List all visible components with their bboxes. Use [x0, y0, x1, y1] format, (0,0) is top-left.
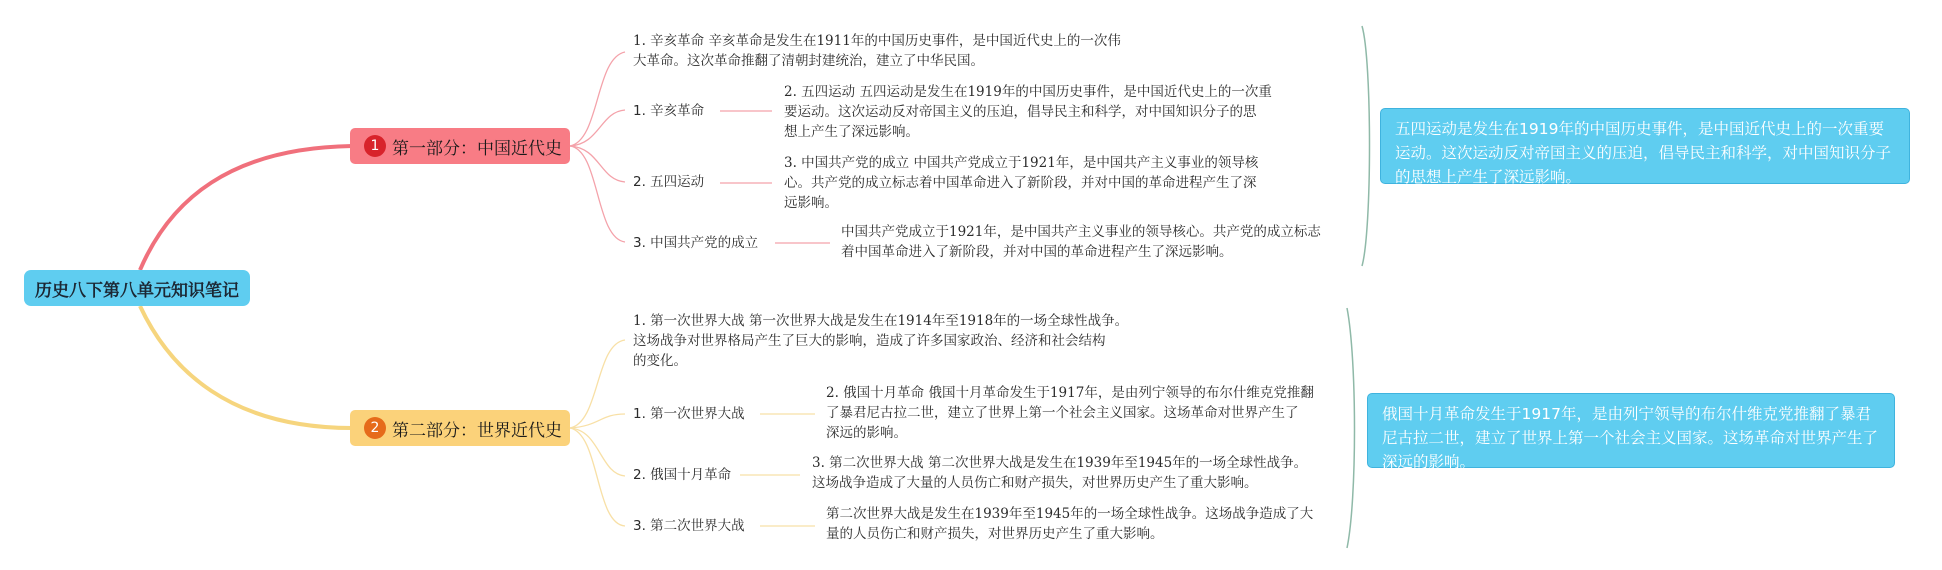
- section2-item3-detail[interactable]: 第二次世界大战是发生在1939年至1945年的一场全球性战争。这场战争造成了大 量的人员伤亡和财产损失，对世界历史产生了重大影响。: [826, 506, 1314, 542]
- section1-intro-node[interactable]: 1. 辛亥革命 辛亥革命是发生在1911年的中国历史事件，是中国近代史上的一次伟 大革命。这次革命推翻了清朝封建统治，建立了中华民国。: [633, 33, 1121, 69]
- section1-bracket: [1362, 26, 1370, 266]
- section2-item2-label[interactable]: 2. 俄国十月革命: [633, 467, 732, 483]
- section1-item3-detail[interactable]: 中国共产党成立于1921年，是中国共产主义事业的领导核心。共产党的成立标志 着中国革命进入了新阶段，并对中国的革命进程产生了深远影响。: [841, 224, 1321, 260]
- section2-number-badge: 2: [364, 417, 386, 439]
- root-title: 历史八下第八单元知识笔记: [35, 280, 239, 301]
- section1-item2-detail[interactable]: 3. 中国共产党的成立 中国共产党成立于1921年，是中国共产主义事业的领导核 心。共产党的成立标志着中国革命进入了新阶段，并对中国的革命进程产生了深 远影响。: [784, 155, 1259, 211]
- section1-note-callout[interactable]: [1380, 108, 1910, 184]
- section2-note-text: 俄国十月革命发生于1917年，是由列宁领导的布尔什维克党推翻了暴君尼古拉二世，建立了世界上第一个社会主义国家。这场革命对世界产生了深远的影响。: [1382, 405, 1879, 471]
- section2-note-callout[interactable]: [1367, 393, 1895, 471]
- section2-item3-label[interactable]: 3. 第二次世界大战: [633, 518, 745, 534]
- section1-item3-label[interactable]: 3. 中国共产党的成立: [633, 235, 759, 251]
- section1-topic[interactable]: [350, 128, 570, 164]
- section2-title: 第二部分：世界近代史: [392, 420, 562, 441]
- root-to-section1-line: [140, 146, 352, 270]
- section2-item2-detail[interactable]: 3. 第二次世界大战 第二次世界大战是发生在1939年至1945年的一场全球性战争。 这场战争造成了大量的人员伤亡和财产损失，对世界历史产生了重大影响。: [812, 455, 1308, 491]
- section1-item1-detail[interactable]: 2. 五四运动 五四运动是发生在1919年的中国历史事件，是中国近代史上的一次重 要运动。这次运动反对帝国主义的压迫，倡导民主和科学，对中国知识分子的思 想上产生了深远影响。: [784, 84, 1272, 140]
- section2-topic[interactable]: [350, 410, 570, 446]
- root-topic[interactable]: [24, 270, 250, 306]
- section2-intro-node[interactable]: 1. 第一次世界大战 第一次世界大战是发生在1914年至1918年的一场全球性战争。 这场战争对世界格局产生了巨大的影响，造成了许多国家政治、经济和社会结构 的变化。: [633, 313, 1129, 369]
- section2-item1-detail[interactable]: 2. 俄国十月革命 俄国十月革命发生于1917年，是由列宁领导的布尔什维克党推翻 了暴君尼古拉二世，建立了世界上第一个社会主义国家。这场革命对世界产生了 深远的影响。: [826, 385, 1314, 441]
- section1-item2-label[interactable]: 2. 五四运动: [633, 174, 705, 190]
- section1-item1-label[interactable]: 1. 辛亥革命: [633, 103, 705, 119]
- section2-bracket: [1347, 308, 1355, 548]
- section1-note-text: 五四运动是发生在1919年的中国历史事件，是中国近代史上的一次重要运动。这次运动反对帝国主义的压迫，倡导民主和科学，对中国知识分子的思想上产生了深远影响。: [1395, 120, 1892, 186]
- section1-title: 第一部分：中国近代史: [392, 138, 562, 159]
- section2-item1-label[interactable]: 1. 第一次世界大战: [633, 406, 745, 422]
- section1-number-badge: 1: [364, 135, 386, 157]
- section1-branches: [570, 52, 830, 243]
- root-to-section2-line: [140, 306, 352, 428]
